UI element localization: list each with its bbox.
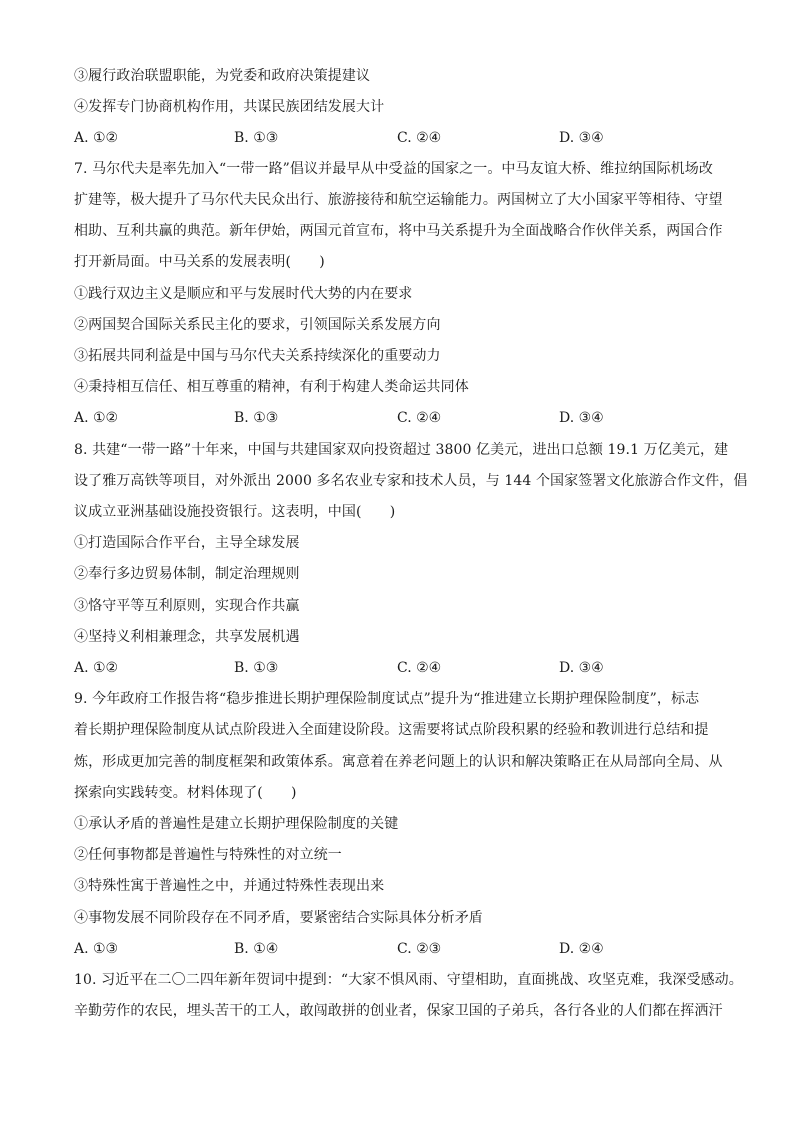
choice-b: B. ①③ [234, 660, 279, 676]
choice-b: B. ①③ [234, 410, 279, 426]
choice-d: D. ③④ [559, 130, 604, 146]
choice-a: A. ①② [74, 660, 119, 676]
question-9-stem: 着长期护理保险制度从试点阶段进入全面建设阶段。这需要将试点阶段积累的经验和教训进行总结和提 [74, 722, 709, 738]
choice-c: C. ②④ [397, 410, 442, 426]
question-8-stem: 议成立亚洲基础设施投资银行。这表明，中国( ) [74, 504, 396, 520]
choice-c: C. ②③ [397, 941, 442, 957]
choice-b: B. ①④ [234, 941, 279, 957]
option-statement-1: ①践行双边主义是顺应和平与发展时代大势的内在要求 [74, 286, 413, 302]
choice-d: D. ③④ [559, 660, 604, 676]
option-statement-4: ④发挥专门协商机构作用，共谋民族团结发展大计 [74, 99, 385, 115]
option-statement-2: ②任何事物都是普遍性与特殊性的对立统一 [74, 847, 342, 863]
option-statement-3: ③特殊性寓于普遍性之中，并通过特殊性表现出来 [74, 878, 385, 894]
choice-c: C. ②④ [397, 130, 442, 146]
question-7-stem: 打开新局面。中马关系的发展表明( ) [74, 254, 325, 270]
answer-choices-q9 [74, 939, 734, 959]
option-statement-3: ③拓展共同利益是中国与马尔代夫关系持续深化的重要动力 [74, 348, 441, 364]
option-statement-4: ④坚持义利相兼理念，共享发展机遇 [74, 629, 300, 645]
option-statement-4: ④事物发展不同阶段存在不同矛盾，要紧密结合实际具体分析矛盾 [74, 910, 483, 926]
option-statement-1: ①承认矛盾的普遍性是建立长期护理保险制度的关键 [74, 816, 399, 832]
option-statement-3: ③履行政治联盟职能，为党委和政府决策提建议 [74, 68, 371, 84]
choice-d: D. ②④ [559, 941, 604, 957]
choice-a: A. ①② [74, 410, 119, 426]
question-7-stem: 相助、互利共赢的典范。新年伊始，两国元首宣布，将中马关系提升为全面战略合作伙伴关系，两国合作 [74, 223, 723, 239]
option-statement-3: ③恪守平等互利原则，实现合作共赢 [74, 598, 300, 614]
question-9-stem: 探索向实践转变。材料体现了( ) [74, 785, 297, 801]
choice-a: A. ①③ [74, 941, 119, 957]
option-statement-2: ②两国契合国际关系民主化的要求，引领国际关系发展方向 [74, 317, 441, 333]
option-statement-1: ①打造国际合作平台，主导全球发展 [74, 535, 300, 551]
question-7-stem: 7. 马尔代夫是率先加入“一带一路”倡议并最早从中受益的国家之一。中马友谊大桥、维拉纳国际机场改 [74, 161, 713, 177]
question-7-stem: 扩建等，极大提升了马尔代夫民众出行、旅游接待和航空运输能力。两国树立了大小国家平等相待、守望 [74, 192, 723, 208]
question-8-stem: 设了雅万高铁等项目，对外派出 2000 多名农业专家和技术人员，与 144 个国家签署文化旅游合作文件，倡 [74, 473, 748, 489]
question-8-stem: 8. 共建“一带一路”十年来，中国与共建国家双向投资超过 3800 亿美元，进出口总额 19.1 万亿美元，建 [74, 442, 729, 458]
answer-choices-q8 [74, 658, 734, 678]
option-statement-4: ④秉持相互信任、相互尊重的精神，有利于构建人类命运共同体 [74, 379, 469, 395]
question-9-stem: 9. 今年政府工作报告将“稳步推进长期护理保险制度试点”提升为“推进建立长期护理保险制度”，标志 [74, 691, 700, 707]
choice-b: B. ①③ [234, 130, 279, 146]
answer-choices-q6 [74, 128, 734, 148]
option-statement-2: ②奉行多边贸易体制，制定治理规则 [74, 566, 300, 582]
choice-a: A. ①② [74, 130, 119, 146]
choice-c: C. ②④ [397, 660, 442, 676]
question-10-stem: 10. 习近平在二〇二四年新年贺词中提到：“大家不惧风雨、守望相助，直面挑战、攻坚克难，我深受感动。 [74, 972, 743, 988]
choice-d: D. ③④ [559, 410, 604, 426]
answer-choices-q7 [74, 408, 734, 428]
question-10-stem: 辛勤劳作的农民，埋头苦干的工人，敢闯敢拼的创业者，保家卫国的子弟兵，各行各业的人们都在挥洒汗 [74, 1003, 723, 1019]
question-9-stem: 炼，形成更加完善的制度框架和政策体系。寓意着在养老问题上的认识和解决策略正在从局部向全局、从 [74, 754, 723, 770]
